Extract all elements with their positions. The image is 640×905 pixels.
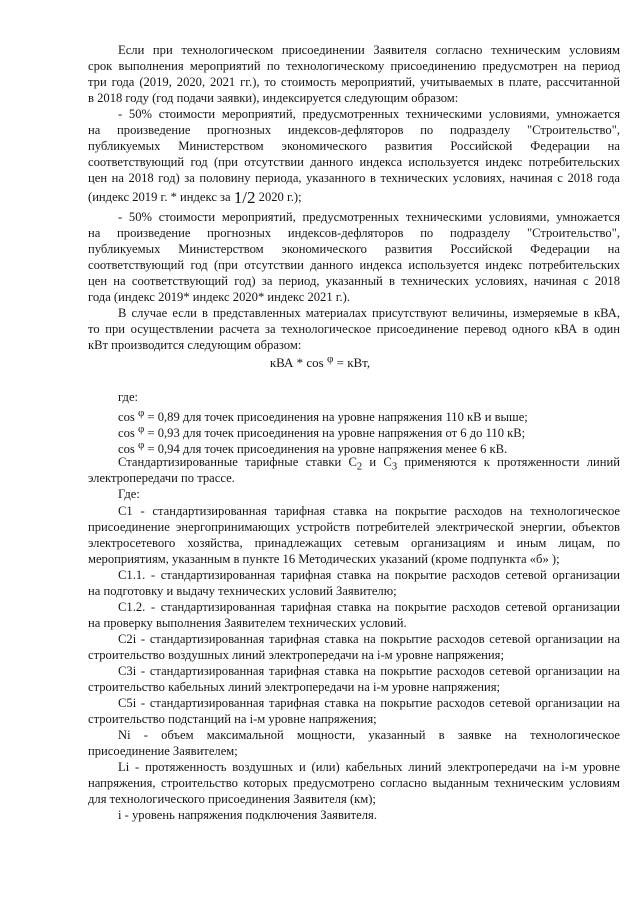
text-fragment: = 0,93 для точек присоединения на уровне напряжения от 6 до 110 кВ;: [144, 426, 526, 440]
text-line: [118, 454, 620, 470]
text-line: Если при технологическом присоединении Заявителя согласно техническим условиям: [118, 43, 620, 57]
formula-kva-to-kw: [0, 353, 640, 371]
subscript: 2: [356, 461, 363, 470]
text-line: кВт производится следующим образом:: [88, 338, 302, 352]
text-line: цен на 2018 год) за половину периода, указанного в технических условиях, начиная с 2018 года: [88, 171, 620, 185]
text-fragment: = 0,94 для точек присоединения на уровне напряжения менее 6 кВ.: [144, 442, 508, 456]
text-line: в 2018 году (год подачи заявки), индексируется следующим образом:: [88, 91, 459, 105]
text-line: присоединение энергопринимающих устройств потребителей электрической энергии, объектов: [88, 520, 620, 534]
text-line: на подготовку и выдачу технических условий Заявителю;: [88, 584, 397, 598]
phi-symbol: φ: [137, 407, 145, 419]
text-line: С1 - стандартизированная тарифная ставка на покрытие расходов на технологическое: [118, 504, 620, 518]
formula-left: кВА * cos: [269, 355, 327, 370]
text-line: соответствующий год (при отсутствии данного индекса используется индекс потребительских: [88, 258, 620, 272]
phi-symbol: φ: [137, 439, 145, 451]
phi-symbol: φ: [327, 353, 334, 365]
text-fragment: = 0,89 для точек присоединения на уровне напряжения 110 кВ и выше;: [144, 410, 528, 424]
text-line: С3i - стандартизированная тарифная ставка на покрытие расходов сетевой организации на: [118, 664, 620, 678]
text-line: публикуемых Министерством экономического развития Российской Федерации на: [88, 242, 620, 256]
text-fragment: (индекс 2019 г. * индекс за: [88, 190, 234, 204]
text-line: три года (2019, 2020, 2021 гг.), то стоимость мероприятий, учитываемых в плате, рассчитанной: [88, 75, 620, 89]
formula-right: = кВт,: [333, 355, 371, 370]
cos-label: cos: [118, 442, 138, 456]
text-line: то при осуществлении расчета за технологическое присоединение перевод одного кВА в один: [88, 322, 620, 336]
text-fragment: применяются к протяженности линий: [397, 455, 620, 469]
text-line: на произведение прогнозных индексов-дефляторов по подразделу "Строительство",: [88, 226, 620, 240]
text-line: напряжения, строительство которых предусмотрено согласно выданным техническим условиям: [88, 776, 620, 790]
text-line: строительство кабельных линий электропередачи на i-м уровне напряжения;: [88, 680, 501, 694]
text-line: - 50% стоимости мероприятий, предусмотренных техническими условиями, умножается: [118, 107, 620, 121]
text-line: С1.2. - стандартизированная тарифная ставка на покрытие расходов сетевой организации: [118, 600, 620, 614]
text-line: С5i - стандартизированная тарифная ставка на покрытие расходов сетевой организации на: [118, 696, 620, 710]
subscript: 3: [391, 461, 398, 470]
text-line: мероприятиям, указанным в пункте 16 Методических указаний (кроме подпункта «б» );: [88, 552, 560, 566]
text-line: соответствующий год (при отсутствии данного индекса используется индекс потребительских: [88, 155, 620, 169]
text-line: С2i - стандартизированная тарифная ставка на покрытие расходов сетевой организации на: [118, 632, 620, 646]
text-line: года (индекс 2019* индекс 2020* индекс 2021 г.).: [88, 290, 351, 304]
text-line: электропередачи по трассе.: [88, 471, 235, 485]
fraction-one-half: 1/2: [233, 188, 256, 207]
text-line: электросетевого хозяйства, принадлежащих сетевым организациям и иным лицам, по: [88, 536, 620, 550]
text-line: на произведение прогнозных индексов-дефляторов по подразделу "Строительство",: [88, 123, 620, 137]
text-line: цен на соответствующий год) за период, указанный в технических условиях, начиная с 2018: [88, 274, 620, 288]
text-fragment: 2020 г.);: [255, 190, 302, 204]
text-line: присоединение Заявителем;: [88, 744, 238, 758]
text-line: срок выполнения мероприятий по технологическому присоединению предусмотрен на период: [88, 59, 620, 73]
text-line: публикуемых Министерством экономического развития Российской Федерации на: [88, 139, 620, 153]
text-line: [88, 189, 620, 206]
text-line: i - уровень напряжения подключения Заявителя.: [118, 808, 377, 822]
cos-label: cos: [118, 410, 138, 424]
text-line: на проверку выполнения Заявителем технических условий.: [88, 616, 407, 630]
text-line: Где:: [118, 487, 140, 501]
phi-symbol: φ: [137, 423, 145, 435]
text-line: Li - протяженность воздушных и (или) кабельных линий электропередачи на i-м уровне: [118, 760, 620, 774]
text-line: С1.1. - стандартизированная тарифная ставка на покрытие расходов сетевой организации: [118, 568, 620, 582]
text-line: для технологического присоединения Заявителя (км);: [88, 792, 376, 806]
text-line: В случае если в представленных материалах присутствуют величины, измеряемые в кВА,: [118, 306, 620, 320]
text-fragment: и С: [362, 455, 392, 469]
text-fragment: Стандартизированные тарифные ставки С: [118, 455, 357, 469]
text-line: где:: [118, 390, 139, 404]
text-line: - 50% стоимости мероприятий, предусмотренных техническими условиями, умножается: [118, 210, 620, 224]
text-line: строительство воздушных линий электропередачи на i-м уровне напряжения;: [88, 648, 504, 662]
cos-label: cos: [118, 426, 138, 440]
text-line: строительство подстанций на i-м уровне напряжения;: [88, 712, 377, 726]
text-line: Ni - объем максимальной мощности, указанный в заявке на технологическое: [118, 728, 620, 742]
